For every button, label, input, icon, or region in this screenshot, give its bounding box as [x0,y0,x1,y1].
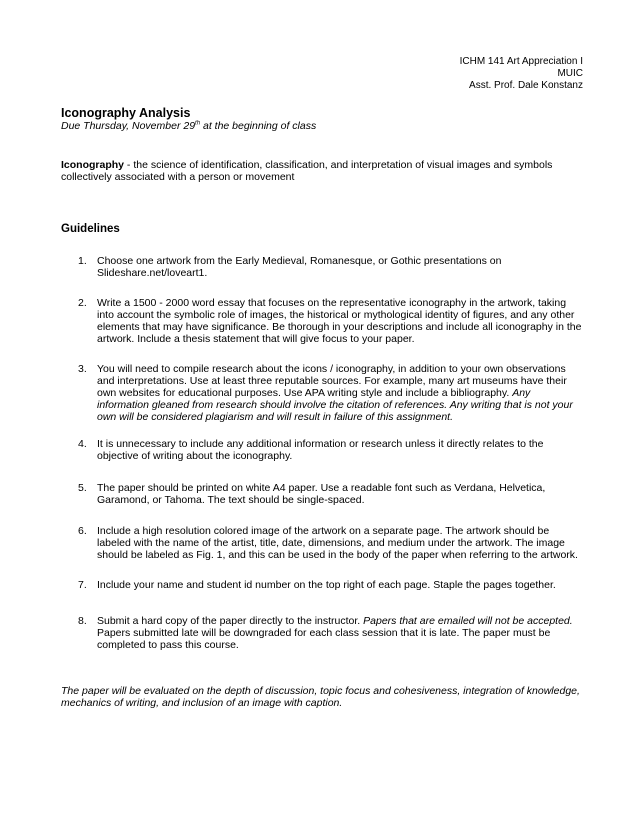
list-item-line: You will need to compile research about the icons / iconography, in addition to your own observations [97,363,566,375]
list-item-line: into account the symbolic role of images, the historical or mythological identity of figures, and any other [97,309,575,321]
list-item-line: Slideshare.net/loveart1. [97,267,208,279]
list-item-line: Garamond, or Tahoma. The text should be single-spaced. [97,494,365,506]
list-item-line: Choose one artwork from the Early Medieval, Romanesque, or Gothic presentations on [97,255,502,267]
title-block [61,106,316,133]
list-item-text [97,482,589,506]
due-date-prefix: Due Thursday, November 29 [61,120,196,132]
list-item-text [97,525,589,561]
list-item-line: and interpretations. Use at least three reputable sources. For example, many art museums have their [97,375,567,387]
list-item-text [97,579,589,591]
list-item-text [97,255,589,279]
guidelines-heading: Guidelines [61,223,120,235]
list-item-line: The paper should be printed on white A4 paper. Use a readable font such as Verdana, Helvetica, [97,482,546,494]
list-item-text [97,363,589,423]
list-item-line: objective of writing about the iconography. [97,450,293,462]
list-item-line-emphasis: Any [512,387,531,399]
list-item-line: It is unnecessary to include any additional information or research unless it directly relates to the [97,438,544,450]
due-date [61,120,316,133]
list-item-line-emphasis: own will be considered plagiarism and will result in failure of this assignment. [97,411,454,423]
institution-name: MUIC [557,68,583,79]
list-item-line-plain: Submit a hard copy of the paper directly to the instructor. [97,615,364,627]
course-header [460,56,583,92]
list-item-number: 2. [78,297,87,309]
evaluation-note-line: The paper will be evaluated on the depth of discussion, topic focus and cohesiveness, integration of knowledge, [61,685,580,697]
list-item-number: 3. [78,363,87,375]
list-item-number: 5. [78,482,87,494]
evaluation-note-line: mechanics of writing, and inclusion of an image with caption. [61,697,343,709]
instructor-name: Asst. Prof. Dale Konstanz [469,80,583,91]
list-item-line: completed to pass this course. [97,639,239,651]
list-item-line: elements that may have significance. Be thorough in your descriptions and include all iconography in the [97,321,582,333]
definition-paragraph [61,159,581,183]
list-item-line [97,387,589,399]
list-item-number: 7. [78,579,87,591]
definition-term: Iconography [61,159,125,171]
list-item-line: should be labeled as Fig. 1, and this can be used in the body of the paper when referring to the artwork. [97,549,578,561]
list-item-number: 8. [78,615,87,627]
list-item-line: Include your name and student id number on the top right of each page. Staple the pages together. [97,579,556,591]
list-item-line: Include a high resolution colored image of the artwork on a separate page. The artwork should be [97,525,550,537]
list-item-number: 4. [78,438,87,450]
definition-text: - the science of identification, classification, and interpretation of visual images and symbols collectively associated with a person or movement [61,159,553,183]
evaluation-note [61,685,591,709]
list-item-line [97,615,589,627]
list-item-number: 6. [78,525,87,537]
list-item-text [97,297,589,345]
course-name: ICHM 141 Art Appreciation I [459,56,583,67]
due-date-rest: at the beginning of class [200,120,317,132]
list-item-line-plain: own websites for educational purposes. Use APA writing style and include a bibliography. [97,387,513,399]
list-item-line: Write a 1500 - 2000 word essay that focuses on the representative iconography in the artwork, taking [97,297,567,309]
list-item-line-emphasis: information gleaned from research should involve the citation of references. Any writing that is not your [97,399,573,411]
document-title: Iconography Analysis [61,106,191,120]
list-item-line-emphasis: Papers that are emailed will not be accepted. [363,615,573,627]
list-item-text [97,438,589,462]
list-item-line: artwork. Include a thesis statement that will give focus to your paper. [97,333,415,345]
list-item-number: 1. [78,255,87,267]
list-item-line: Papers submitted late will be downgraded for each class session that it is late. The paper must be [97,627,551,639]
due-date-suffix: th [195,120,201,127]
list-item-line: labeled with the name of the artist, title, date, dimensions, and medium under the artwork. The image [97,537,565,549]
list-item-text [97,615,589,651]
